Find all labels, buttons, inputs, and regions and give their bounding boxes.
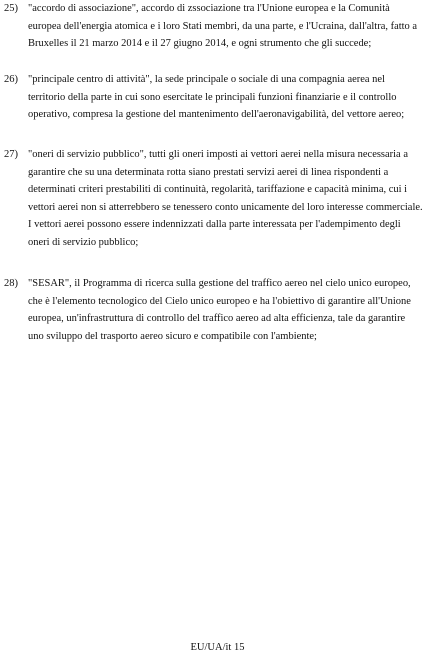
clause-number: 28)	[4, 278, 18, 289]
text-line: uno sviluppo del trasporto aereo sicuro e compatibile con l'ambiente;	[28, 330, 317, 342]
clause-text	[28, 275, 434, 345]
text-line: garantire che su una determinata rotta siano prestati servizi aerei di linea rispondenti a	[28, 166, 389, 178]
text-line: Bruxelles il 21 marzo 2014 e il 27 giugno 2014, e ogni strumento che gli succede;	[28, 38, 372, 50]
text-line: che è l'elemento tecnologico del Cielo unico europeo e ha l'obiettivo di garantire all'Unione	[28, 295, 411, 307]
page-footer-reference: EU/UA/it 15	[190, 642, 245, 653]
text-line: europea dell'energia atomica e i loro Stati membri, da una parte, e l'Ucraina, dall'altra, fatto a	[28, 20, 418, 32]
text-line: "accordo di associazione", accordo di zssociazione tra l'Unione europea e la Comunità	[28, 3, 390, 14]
text-line: operativo, compresa la gestione del mantenimento dell'aeronavigabilità, del vettore aereo;	[28, 109, 405, 121]
text-line: europea, un'infrastruttura di controllo del traffico aereo ad alta efficienza, tale da garantire	[28, 313, 406, 325]
text-line: "principale centro di attività", la sede principale o sociale di una compagnia aerea nel	[28, 74, 385, 85]
text-line: vettori aerei non si atterrebbero se tenessero conto unicamente del loro interesse commerciale.	[28, 201, 423, 213]
clause-number: 26)	[4, 74, 18, 85]
clause-number: 25)	[4, 3, 18, 14]
clause-text	[28, 71, 434, 124]
text-line: I vettori aerei possono essere indennizzati dalla parte interessata per l'adempimento degli	[28, 219, 401, 231]
text-line: determinati criteri prestabiliti di continuità, regolarità, tariffazione e capacità minima, cui i	[28, 184, 408, 196]
text-line: oneri di servizio pubblico;	[28, 236, 139, 248]
clause-text	[28, 146, 434, 252]
text-line: "oneri di servizio pubblico", tutti gli oneri imposti ai vettori aerei nella misura necessaria a	[28, 149, 408, 160]
text-line: "SESAR", il Programma di ricerca sulla gestione del traffico aereo nel cielo unico europeo,	[28, 278, 411, 289]
clause-number: 27)	[4, 149, 18, 160]
text-line: territorio della parte in cui sono esercitate le principali funzioni finanziarie e il controllo	[28, 91, 397, 103]
clause-text	[28, 0, 434, 53]
